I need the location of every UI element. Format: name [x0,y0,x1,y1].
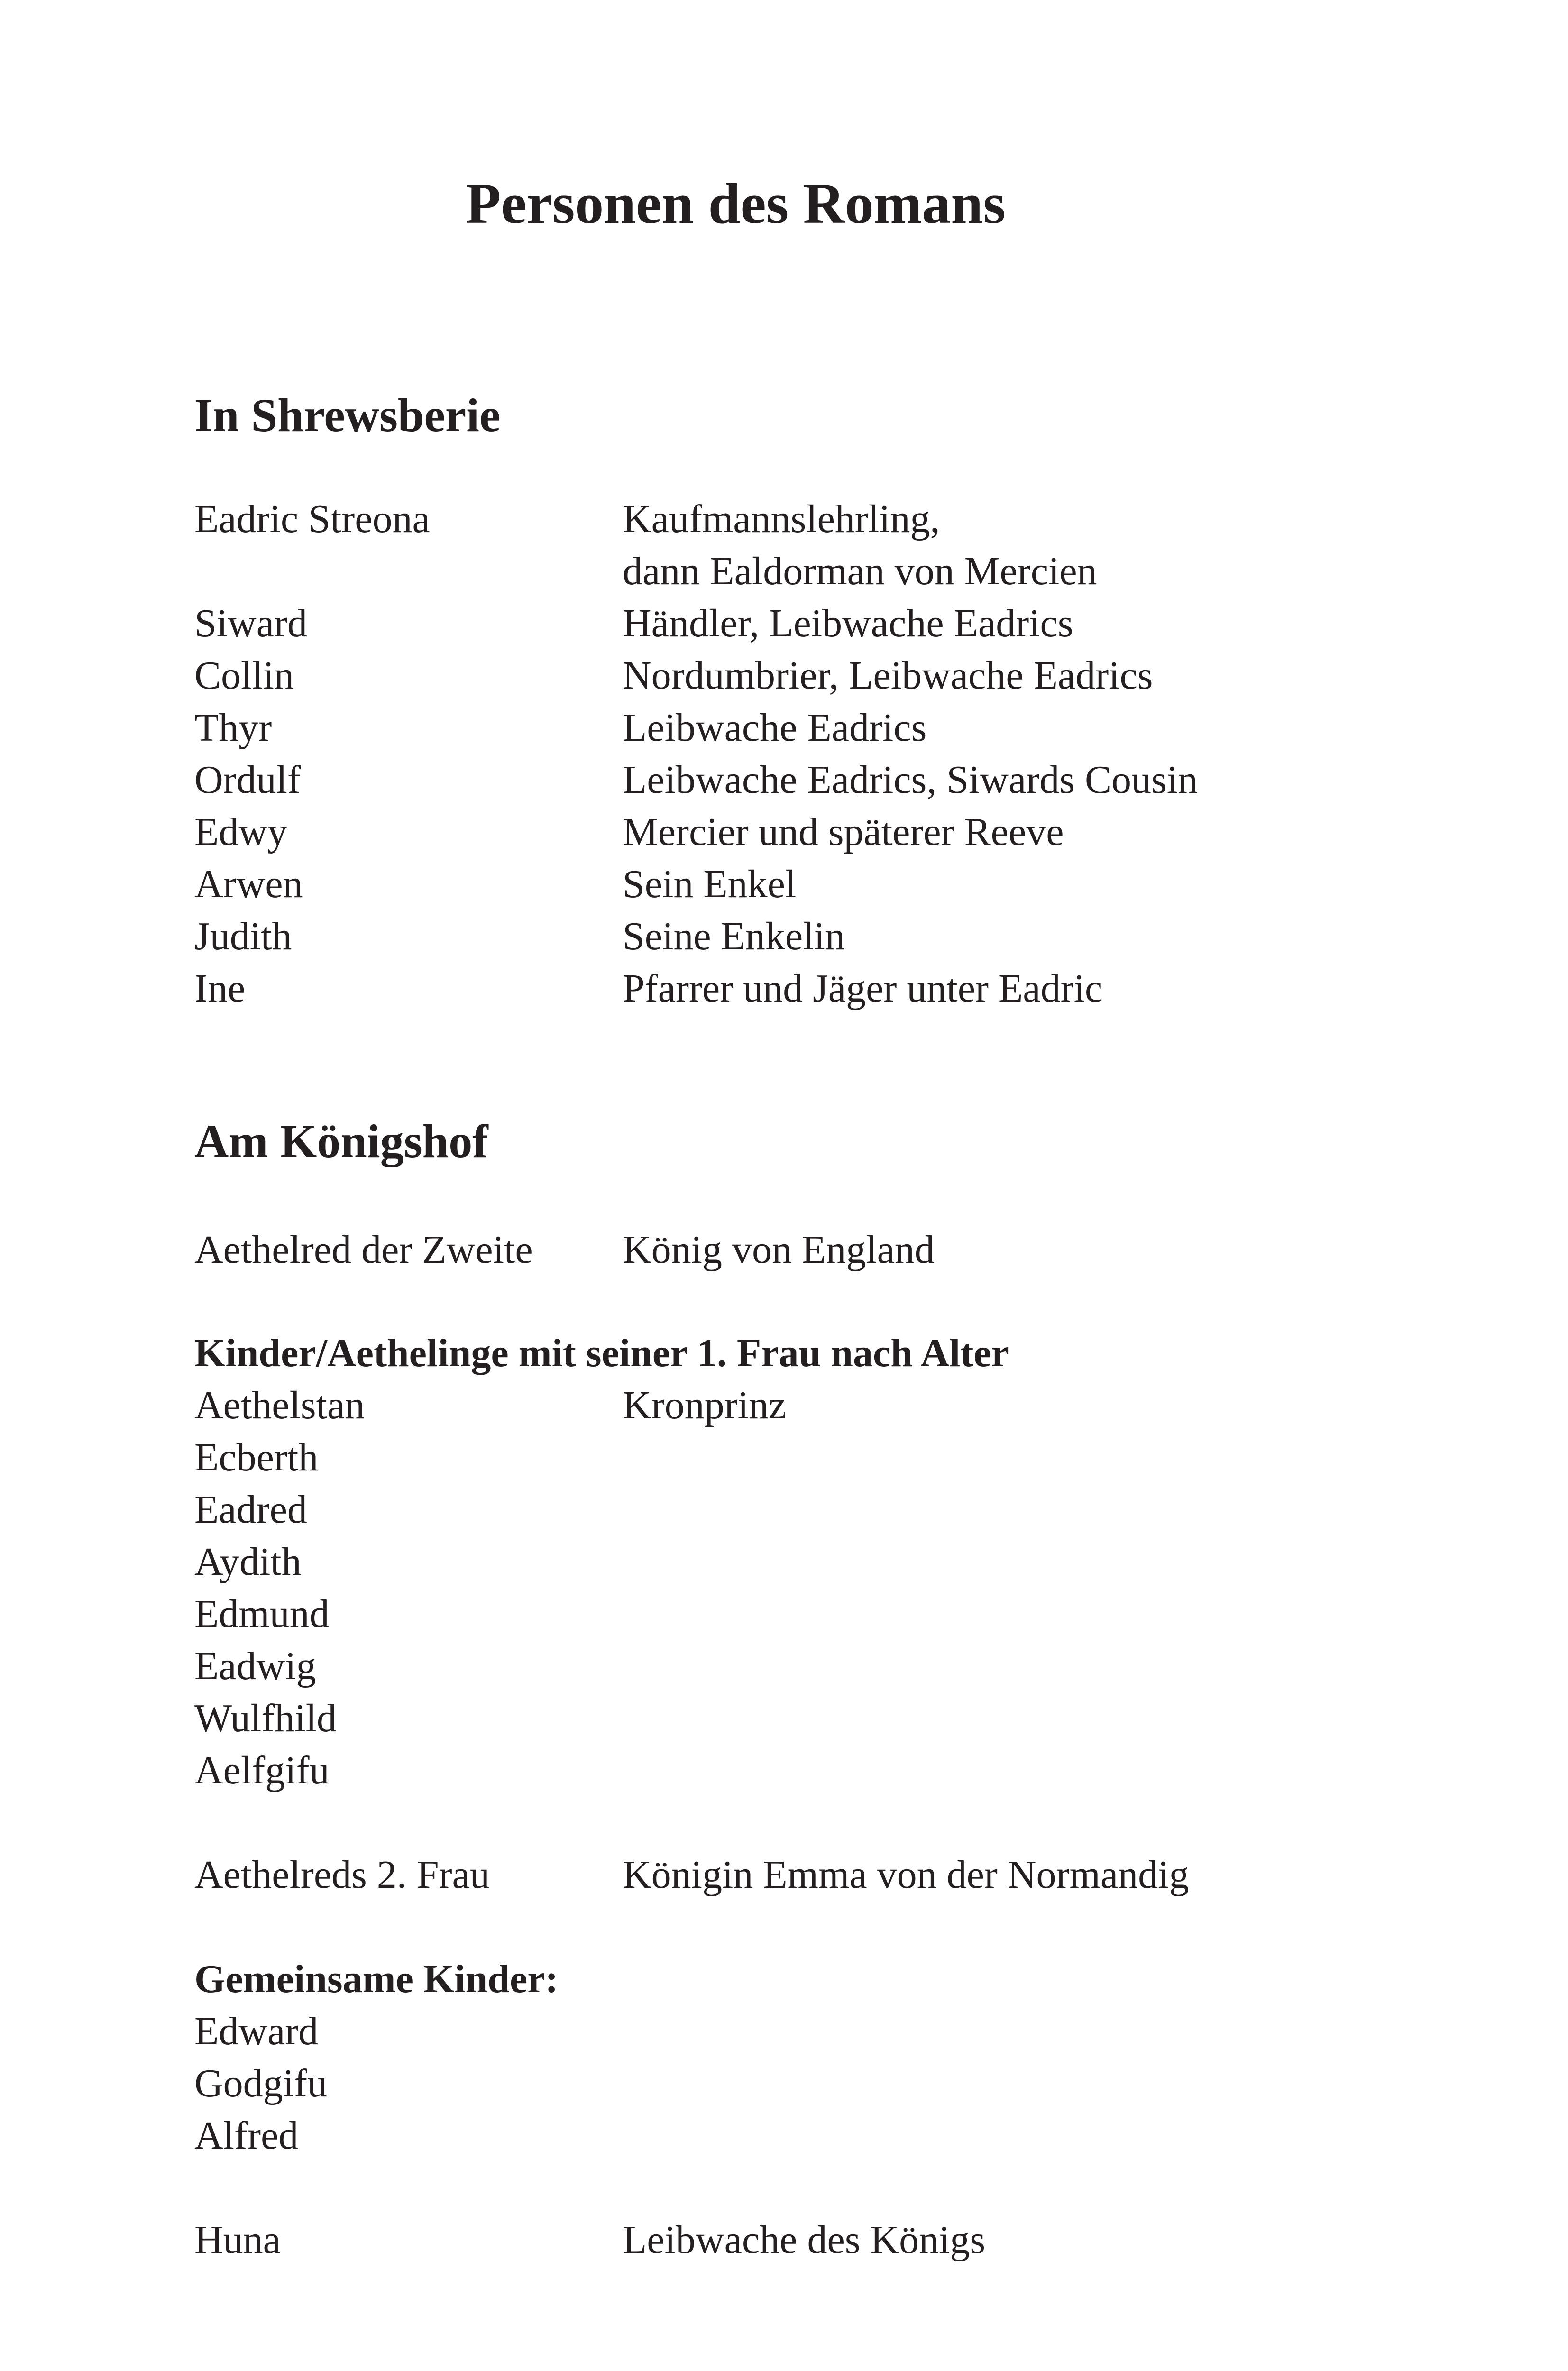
character-row [194,1484,1427,1536]
subheading-first-marriage: Kinder/Aethelinge mit seiner 1. Frau nach Alter [194,1331,1009,1375]
character-row [194,493,1427,545]
section-heading-koenigshof: Am Königshof [194,1115,488,1167]
character-name: Aethelreds 2. Frau [194,1853,490,1897]
character-role-empty [623,1536,1427,1588]
second-wife-entry [194,1849,1427,1901]
character-name: Aydith [194,1540,302,1584]
character-row [194,2058,1427,2110]
character-role: Leibwache Eadrics [623,706,927,750]
character-name: Ordulf [194,758,301,802]
character-role-empty [623,1432,1427,1484]
character-name: Eadred [194,1488,307,1532]
character-name: Alfred [194,2114,299,2158]
character-row [194,1432,1427,1484]
character-name: Eadric Streona [194,497,430,541]
character-name: Aelfgifu [194,1748,330,1792]
character-name: Godgifu [194,2061,327,2105]
character-name: Edward [194,2009,319,2053]
character-role: Königin Emma von der Normandig [623,1853,1189,1897]
character-row [194,963,1427,1015]
character-row [194,806,1427,858]
character-row [194,754,1427,806]
character-role: dann Ealdorman von Mercien [623,549,1097,593]
character-row [194,1640,1427,1692]
section-heading-shrewsberie: In Shrewsberie [194,389,501,441]
subheading-common-children: Gemeinsame Kinder: [194,1957,559,2001]
character-name: Eadwig [194,1644,316,1688]
character-row [194,1745,1427,1797]
character-row [194,1692,1427,1745]
character-name: Aethelstan [194,1383,365,1427]
character-role-empty [623,1484,1427,1536]
character-row [194,2005,1427,2058]
second-marriage-children [194,1953,1427,2162]
character-row-continuation [194,545,1427,597]
character-row [194,702,1427,754]
character-row [194,1849,1427,1901]
character-row [194,650,1427,702]
character-name: Aethelred der Zweite [194,1228,533,1272]
character-row [194,2110,1427,2162]
first-marriage-children [194,1327,1427,1797]
character-role-empty [623,2110,1427,2162]
character-role: Seine Enkelin [623,914,845,958]
character-role-empty [623,1640,1427,1692]
character-name: Collin [194,653,294,698]
character-role: Leibwache des Königs [623,2218,986,2262]
character-row [194,910,1427,963]
character-role: Leibwache Eadrics, Siwards Cousin [623,758,1198,802]
character-name-empty [194,545,623,597]
character-role-empty [623,1692,1427,1745]
character-name: Edwy [194,810,287,854]
character-row [194,2214,1427,2266]
page-title: Personen des Romans [466,172,1006,236]
character-name: Ine [194,966,246,1011]
character-role-empty [623,1745,1427,1797]
character-name: Thyr [194,706,272,750]
character-row [194,1379,1427,1432]
character-role: Pfarrer und Jäger unter Eadric [623,966,1103,1011]
character-role: Kaufmannslehrling, [623,497,940,541]
character-role-empty [623,1588,1427,1640]
character-role: Nordumbrier, Leibwache Eadrics [623,653,1153,698]
character-role-empty [623,2005,1427,2058]
character-name: Judith [194,914,292,958]
character-list-shrewsberie [194,493,1427,1015]
character-role: Mercier und späterer Reeve [623,810,1064,854]
character-row [194,858,1427,910]
character-name: Edmund [194,1592,330,1636]
character-name: Arwen [194,862,303,906]
character-row [194,1536,1427,1588]
character-role: Händler, Leibwache Eadrics [623,601,1073,645]
character-name: Ecberth [194,1435,319,1480]
character-role: Kronprinz [623,1383,787,1427]
character-role-empty [623,2058,1427,2110]
character-row [194,597,1427,650]
king-entry [194,1224,1427,1276]
character-name: Siward [194,601,307,645]
character-role: König von England [623,1228,935,1272]
guard-entry [194,2214,1427,2266]
character-role: Sein Enkel [623,862,797,906]
character-row [194,1224,1427,1276]
character-row [194,1588,1427,1640]
character-name: Wulfhild [194,1696,337,1740]
character-name: Huna [194,2218,281,2262]
